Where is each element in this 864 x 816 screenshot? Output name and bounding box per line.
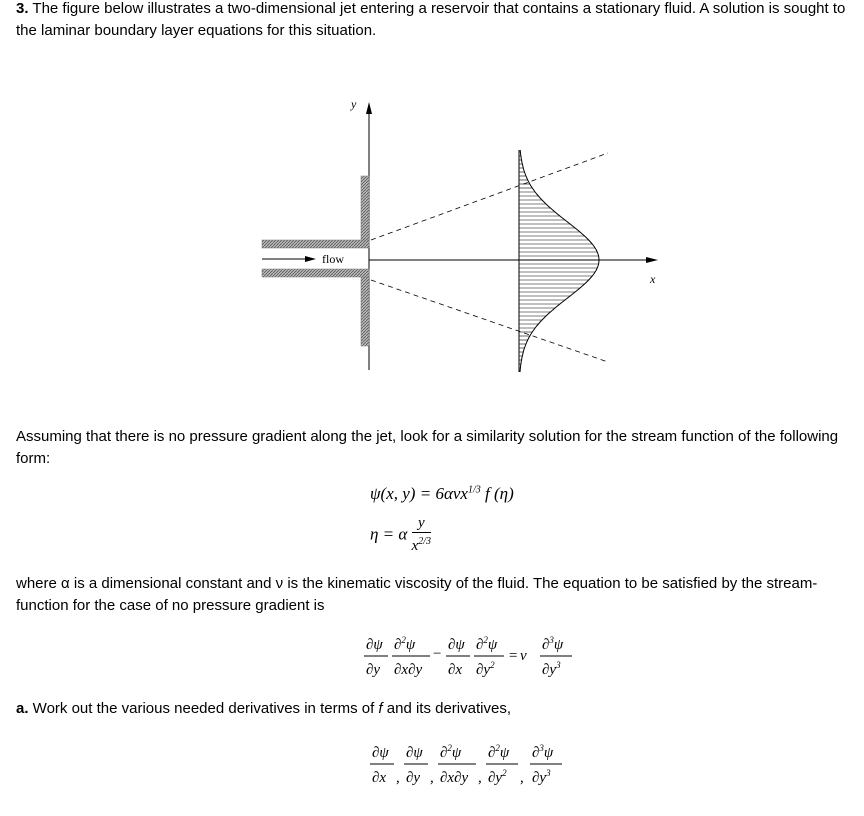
upper-spread-line	[371, 153, 608, 240]
eta-denominator: x	[411, 538, 419, 554]
assumption-text: Assuming that there is no pressure gradient along the jet, look for a similarity solution for the stream function of the following form:	[16, 428, 839, 467]
y-axis-label: y	[351, 97, 357, 111]
svg-text:∂x: ∂x	[448, 662, 463, 678]
eta-lhs: η = α	[370, 524, 408, 544]
eta-fraction	[412, 514, 431, 555]
profile-hatch-lines	[519, 152, 599, 368]
svg-text:∂y3: $\partial y^3$	[532, 768, 551, 786]
svg-text:∂x∂y: ∂x∂y	[394, 662, 423, 678]
lower-wall	[361, 270, 369, 346]
upper-channel-plate	[262, 240, 369, 248]
part-a-label: a.	[16, 700, 29, 717]
svg-text:∂x∂y: ∂x∂y	[440, 770, 469, 786]
part-a-text: a. Work out the various needed derivatives in terms of f and its derivatives,	[16, 700, 511, 717]
profile-curve	[520, 150, 599, 372]
svg-text:∂2ψ: ∂$^2$ψ	[488, 743, 510, 761]
lower-channel-plate	[262, 269, 369, 277]
velocity-profile	[519, 150, 599, 372]
eta-denominator-exponent: 2/3	[418, 536, 432, 547]
svg-text:∂2ψ: ∂$^2$ψ	[476, 635, 498, 653]
svg-text:,: ,	[520, 770, 524, 786]
problem-intro: The figure below illustrates a two-dimensional jet entering a reservoir that contains a stationary fluid. A solution is sought to the laminar boundary layer equations for this situation.	[16, 0, 846, 39]
svg-text:∂3ψ: ∂$^3$ψ	[532, 743, 554, 761]
svg-text:∂ψ: ∂ψ	[406, 745, 423, 761]
svg-text:∂2ψ: ∂$^2$ψ	[440, 743, 462, 761]
svg-text:,: ,	[396, 770, 400, 786]
svg-text:=: =	[508, 648, 519, 664]
psi-lhs: ψ(x, y) = 6ανx	[370, 484, 468, 503]
flow-arrowhead	[305, 256, 316, 262]
svg-text:∂2ψ: ∂$^2$ψ	[394, 635, 416, 653]
flow-label: flow	[322, 252, 344, 266]
svg-text:∂ψ: ∂ψ	[372, 745, 389, 761]
y-axis-arrowhead	[366, 102, 372, 114]
governing-equation	[362, 632, 602, 680]
svg-text:ν: ν	[520, 648, 527, 664]
where-text: where α is a dimensional constant and ν is the kinematic viscosity of the fluid. The equation to be satisfied by the stream-function for the case of no pressure gradient is	[16, 575, 818, 614]
derivatives-list	[368, 740, 608, 794]
svg-text:∂3ψ: ∂$^3$ψ	[542, 635, 564, 653]
x-axis-arrowhead	[646, 257, 658, 263]
eta-numerator: y	[412, 514, 431, 533]
svg-text:∂ψ: ∂ψ	[366, 637, 383, 653]
psi-rhs: f (η)	[480, 484, 514, 503]
svg-text:−: −	[432, 646, 443, 662]
svg-text:∂y: ∂y	[406, 770, 421, 786]
psi-equation	[370, 484, 514, 504]
upper-wall	[361, 176, 369, 245]
svg-text:∂y: ∂y	[366, 662, 381, 678]
svg-text:∂ψ: ∂ψ	[448, 637, 465, 653]
svg-text:∂y3: $\partial y^3$	[542, 660, 561, 678]
problem-number: 3.	[16, 0, 29, 17]
svg-text:,: ,	[478, 770, 482, 786]
svg-text:∂y2: $\partial y^2$	[488, 768, 507, 786]
svg-text:∂x: ∂x	[372, 770, 387, 786]
svg-text:∂y2: $\partial y^2$	[476, 660, 495, 678]
psi-exponent: 1/3	[467, 484, 481, 496]
x-axis-label: x	[650, 272, 656, 286]
svg-text:,: ,	[430, 770, 434, 786]
eta-equation	[370, 514, 431, 555]
